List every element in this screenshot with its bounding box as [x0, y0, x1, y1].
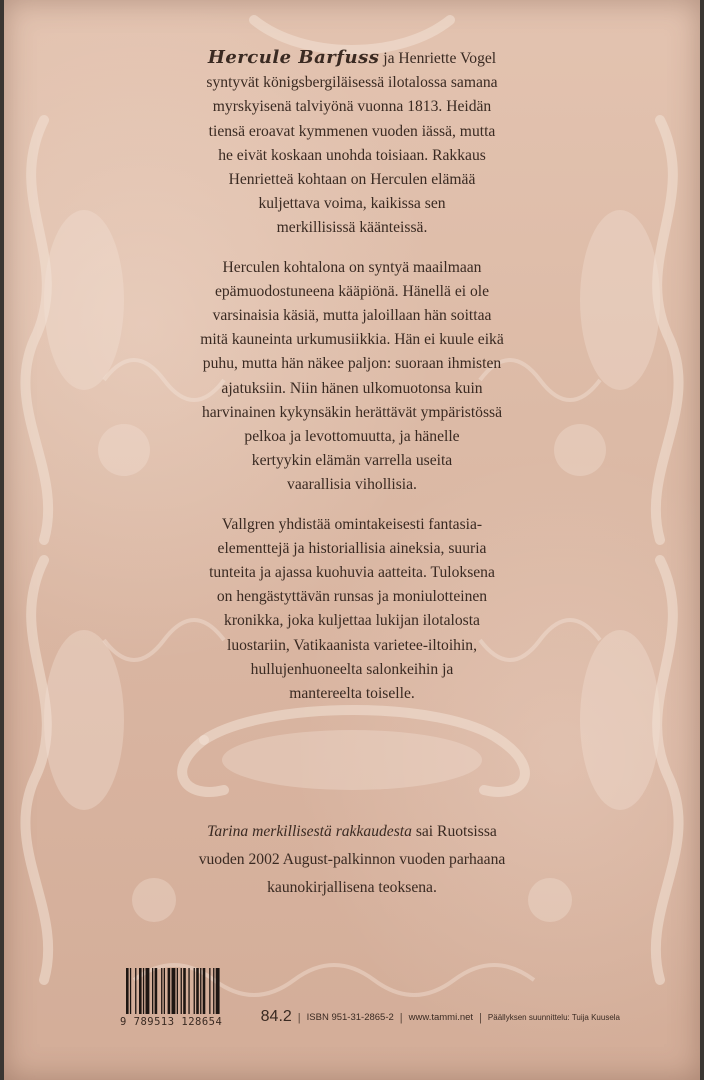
divider: |: [297, 1012, 301, 1024]
blurb-line: kuljettava voima, kaikissa sen: [258, 195, 446, 213]
blurb-line: luostariin, Vatikaanista varietee-iltoihin,: [226, 636, 477, 654]
back-cover-blurb: [114, 46, 590, 721]
divider: |: [399, 1012, 403, 1024]
blurb-line: ajatuksiin. Niin hänen ulkomuotonsa kuin: [221, 379, 483, 397]
divider: |: [479, 1012, 482, 1024]
blurb-line: on hengästyttävän runsas ja moniulotteinen: [216, 588, 488, 606]
book-title-italic: Tarina merkillisestä rakkaudesta: [207, 823, 412, 840]
book-back-cover: [4, 0, 700, 1080]
publisher-website: www.tammi.net: [408, 1012, 474, 1023]
blurb-line: pelkoa ja levottomuutta, ja hänelle: [244, 428, 460, 446]
blurb-line: puhu, mutta hän näkee paljon: suoraan ihmisten: [202, 355, 502, 373]
award-note: [114, 818, 590, 902]
award-line: vuoden 2002 August-palkinnon vuoden parhaana: [198, 851, 506, 868]
award-line: sai Ruotsissa: [411, 823, 497, 840]
cover-design-credit: Päällyksen suunnittelu: Tuija Kuusela: [487, 1013, 620, 1022]
blurb-line: mantereelta toiselle.: [289, 685, 415, 703]
isbn-number: ISBN 951-31-2865-2: [306, 1012, 394, 1023]
blurb-line: myrskyisenä talviyönä vuonna 1813. Heidän: [212, 98, 492, 116]
blurb-line: Herculen kohtalona on syntyä maailmaan: [222, 258, 482, 276]
blurb-line: Henrietteä kohtaan on Herculen elämää: [228, 171, 476, 189]
blurb-paragraph-3: [114, 513, 590, 707]
blurb-line: elementtejä ja historiallisia aineksia, suuria: [217, 539, 487, 557]
blurb-paragraph-1: [114, 46, 590, 241]
publisher-footer: [120, 968, 620, 1028]
blurb-line: syntyvät königsbergiläisessä ilotalossa samana: [206, 74, 498, 92]
blurb-paragraph-2: [114, 256, 590, 498]
price-code: 84.2: [260, 1008, 292, 1025]
blurb-line: ja Henriette Vogel: [379, 50, 497, 67]
blurb-line: he eivät koskaan unohda toisiaan. Rakkaus: [218, 146, 486, 164]
blurb-line: vaarallisia vihollisia.: [287, 476, 417, 494]
blurb-line: mitä kauneinta urkumusiikkia. Hän ei kuule eikä: [200, 331, 504, 349]
blurb-line: kertyykin elämän varrella useita: [251, 452, 453, 470]
blurb-line: kronikka, joka kuljettaa lukijan ilotalosta: [224, 612, 480, 630]
blurb-line: epämuodostuneena kääpiönä. Hänellä ei ole: [214, 282, 490, 300]
isbn-barcode: [120, 968, 251, 1028]
blurb-line: harvinainen kykynsäkin herättävät ympäristössä: [201, 403, 503, 421]
award-line: kaunokirjallisena teoksena.: [267, 879, 437, 896]
blurb-line: tunteita ja ajassa kuohuvia aatteita. Tuloksena: [209, 564, 495, 582]
blurb-line: varsinaisia käsiä, mutta jaloillaan hän soittaa: [212, 307, 492, 325]
blurb-line: Vallgren yhdistää omintakeisesti fantasia-: [221, 515, 483, 533]
barcode-bars: [120, 968, 270, 1014]
blurb-line: merkillisissä käänteissä.: [276, 219, 428, 237]
blurb-line: hullujenhuoneelta salonkeihin ja: [250, 660, 454, 678]
barcode-digits: 9 789513 128654: [120, 1016, 223, 1028]
protagonist-name-signature: Hercule Barfuss: [207, 47, 380, 68]
blurb-line: tiensä eroavat kymmenen vuoden iässä, mutta: [208, 122, 496, 140]
